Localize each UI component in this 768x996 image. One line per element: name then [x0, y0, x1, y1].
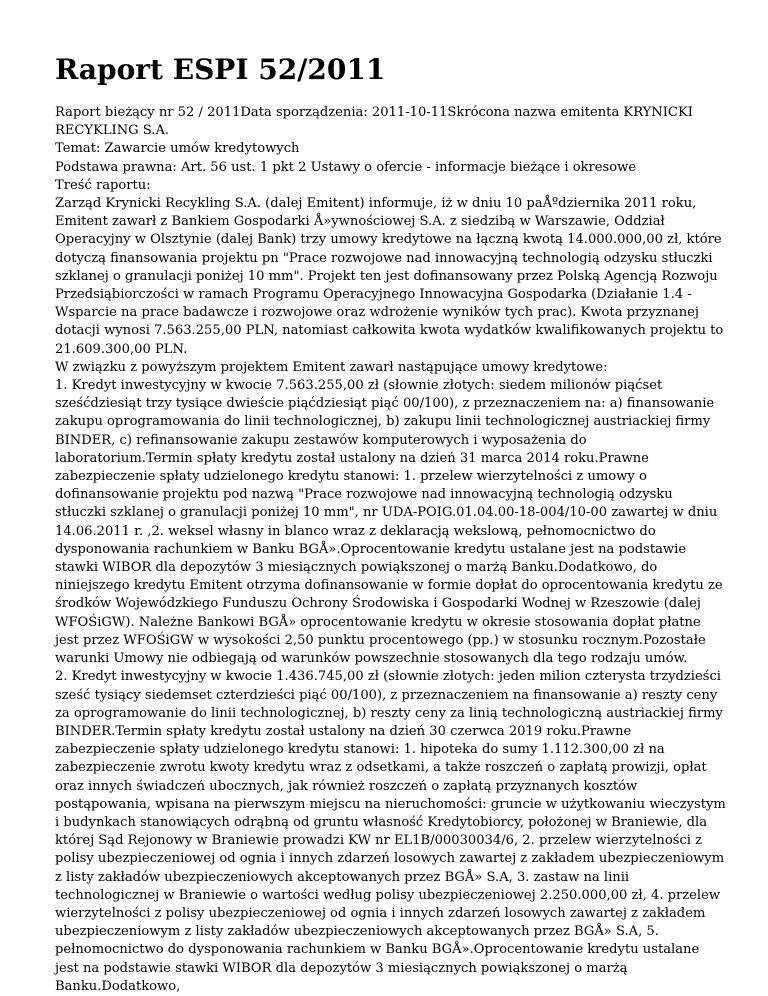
page-title: Raport ESPI 52/2011	[55, 53, 386, 86]
report-paragraph: 2. Kredyt inwestycyjny w kwocie 1.436.745,00 zł (słownie złotych: jeden milion czterysta trzydzieści sześć tysiący siedemset czterdzieści piąć 00/100), z przeznaczeniem na finansowanie a) reszty ceny za oprogramowanie do linii technologicznej, b) reszty ceny za linią technologiczną austriackiej firmy BINDER.Termin spłaty kredytu został ustalony na dzień 30 czerwca 2019 roku.Prawne zabezpieczenie spłaty udzielonego kredytu stanowi: 1. hipoteka do sumy 1.112.300,00 zł na zabezpieczenie zwrotu kwoty kredytu wraz z odsetkami, a także roszczeń o zapłatą prowizji, opłat oraz innych świadczeń ubocznych, jak również roszczeń o zapłatą przyznanych kosztów postąpowania, wpisana na pierwszym miejscu na nieruchomości: gruncie w użytkowaniu wieczystym i budynkach stanowiących odrąbną od gruntu własność Kredytobiorcy, położonej w Braniewie, dla której Sąd Rejonowy w Braniewie prowadzi KW nr EL1B/00030034/6, 2. przelew wierzytelności z polisy ubezpieczeniowej od ognia i innych zdarzeń losowych zawartej z zakładem ubezpieczeniowym z listy zakładów ubezpieczeniowych akceptowanych przez BGÅ» S.A, 3. zastaw na linii technologicznej w Braniewie o wartości według polisy ubezpieczeniowej 2.250.000,00 zł, 4. przelew wierzytelności z polisy ubezpieczeniowej od ognia i innych zdarzeń losowych zawartej z zakładem ubezpieczeniowym z listy zakładów ubezpieczeniowych akceptowanych przez BGÅ» S.A, 5. pełnomocnictwo do dysponowania rachunkiem w Banku BGÅ».Oprocentowanie kredytu ustalane jest na podstawie stawki WIBOR dla depozytów 3 miesiącznych powiąkszonej o marżą Banku.Dodatkowo,	[55, 669, 726, 994]
report-content-label: Treść raportu:	[55, 177, 151, 193]
document-page	[55, 50, 727, 996]
report-header-line: Raport bieżący nr 52 / 2011Data sporządzenia: 2011-10-11Skrócona nazwa emitenta KRYNICKI RECYKLING S.A.	[55, 105, 693, 139]
report-paragraph: Zarząd Krynicki Recykling S.A. (dalej Emitent) informuje, iż w dniu 10 paÅºdziernika 2011 roku, Emitent zawarł z Bankiem Gospodarki Å»ywnościowej S.A. z siedzibą w Warszawie, Oddział Operacyjny w Olsztynie (dalej Bank) trzy umowy kredytowe na łączną kwotą 14.000.000,00 zł, które dotyczą finansowania projektu pn "Prace rozwojowe nad innowacyjną technologią odzysku stłuczki szklanej o granulacji poniżej 10 mm". Projekt ten jest dofinansowany przez Polską Agencją Rozwoju Przedsiąbiorczości w ramach Programu Operacyjnego Innowacyjna Gospodarka (Działanie 1.4 - Wsparcie na prace badawcze i rozwojowe oraz wdrożenie wyników tych prac). Kwota przyznanej dotacji wynosi 7.563.255,00 PLN, natomiast całkowita kwota wydatków kwalifikowanych projektu to 21.609.300,00 PLN.	[55, 196, 724, 357]
report-subject: Temat: Zawarcie umów kredytowych	[55, 141, 300, 157]
report-paragraph: 1. Kredyt inwestycyjny w kwocie 7.563.255,00 zł (słownie złotych: siedem milionów piąćset sześćdziesiąt trzy tysiące dwieście piąćdziesiąt piąć 00/100), z przeznaczeniem na: a) finansowanie zakupu oprogramowania do linii technologicznej, b) zakupu linii technologicznej austriackiej firmy BINDER, c) refinansowanie zakupu zestawów komputerowych i wyposażenia do laboratorium.Termin spłaty kredytu został ustalony na dzień 31 marca 2014 roku.Prawne zabezpieczenie spłaty udzielonego kredytu stanowi: 1. przelew wierzytelności z umowy o dofinansowanie projektu pod nazwą "Prace rozwojowe nad innowacyjną technologią odzysku stłuczki szklanej o granulacji poniżej 10 mm", nr UDA-POIG.01.04.00-18-004/10-00 zawartej w dniu 14.06.2011 r. ,2. weksel własny in blanco wraz z deklaracją wekslową, pełnomocnictwo do dysponowania rachunkiem w Banku BGÅ».Oprocentowanie kredytu ustalane jest na podstawie stawki WIBOR dla depozytów 3 miesiącznych powiąkszonej o marżą Banku.Dodatkowo, do niniejszego kredytu Emitent otrzyma dofinansowanie w formie dopłat do oprocentowania kredytu ze środków Wojewódzkiego Funduszu Ochrony Środowiska i Gospodarki Wodnej w Rzeszowie (dalej WFOŚiGW). Należne Bankowi BGÅ» oprocentowanie kredytu w okresie stosowania dopłat płatne jest przez WFOŚiGW w wysokości 2,50 punktu procentowego (pp.) w stosunku rocznym.Pozostałe warunki Umowy nie odbiegają od warunków powszechnie stosowanych dla tego rodzaju umów.	[55, 378, 723, 667]
report-body	[55, 104, 727, 996]
report-paragraph: W związku z powyższym projektem Emitent zawarł nastąpujące umowy kredytowe:	[55, 359, 608, 375]
report-legal-basis: Podstawa prawna: Art. 56 ust. 1 pkt 2 Ustawy o ofercie - informacje bieżące i okresowe	[55, 159, 637, 175]
